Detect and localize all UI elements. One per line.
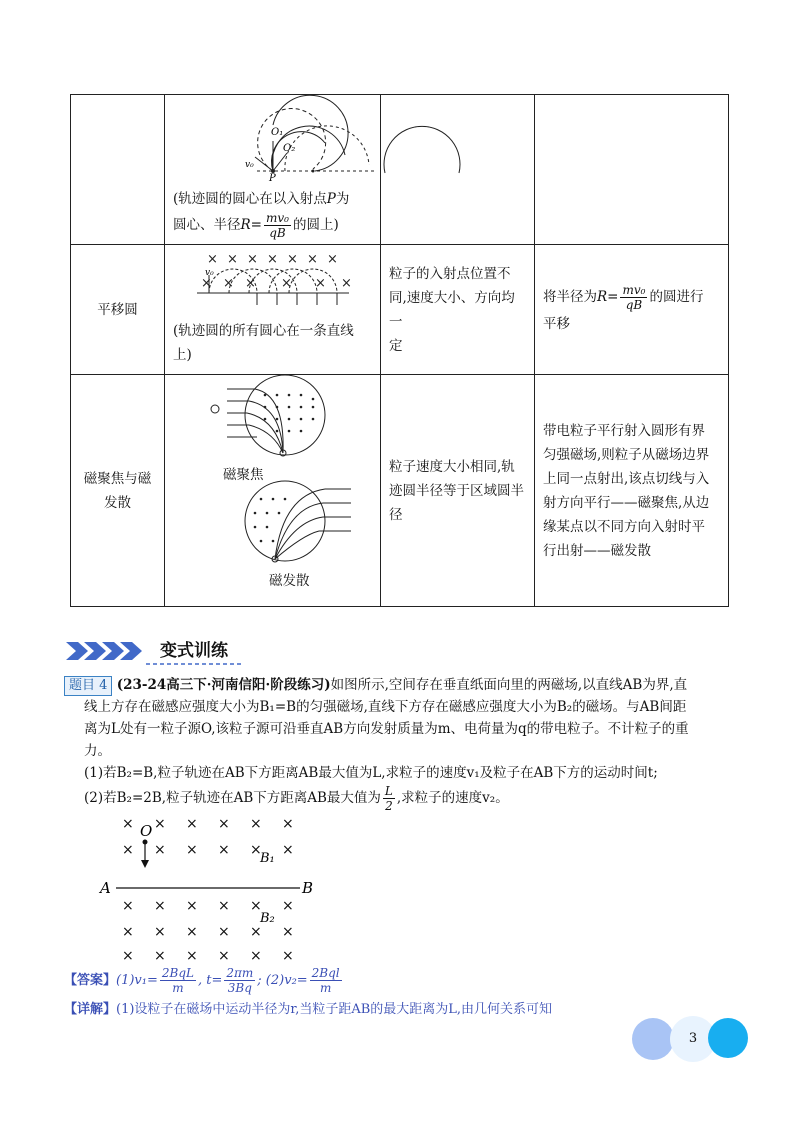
svg-text:×: × [218, 948, 230, 964]
cell-figure-focus [165, 375, 381, 607]
cell-condition [381, 245, 535, 375]
svg-text:×: × [207, 252, 218, 267]
svg-text:×: × [315, 276, 326, 291]
cell-method [535, 245, 729, 375]
answer-part2: ; (2)v₂= [257, 973, 308, 988]
svg-text:×: × [287, 252, 298, 267]
condition-text: 粒子速度大小相同,轨 [389, 458, 515, 475]
section-title: 变式训练 [160, 641, 228, 661]
label-b1: B₁ [260, 851, 275, 866]
svg-text:×: × [186, 948, 198, 964]
svg-text:×: × [186, 898, 198, 914]
cell-condition [381, 375, 535, 607]
caption-text: (轨迹圆的圆心在以入射点 [173, 191, 327, 207]
svg-text:×: × [122, 948, 134, 964]
svg-text:×: × [201, 276, 212, 291]
svg-text:×: × [223, 276, 234, 291]
question-stem: 离为L处有一粒子源O,该粒子源可沿垂直AB方向发射质量为m、电荷量为q的带电粒子。不计粒子的重 [84, 721, 689, 737]
label-b: B [302, 879, 314, 897]
row-name: 发散 [104, 494, 131, 511]
svg-text:×: × [218, 842, 230, 858]
label-p: P [269, 173, 276, 184]
svg-text:×: × [250, 948, 262, 964]
magnetic-field-figure [96, 812, 326, 968]
method-lines [535, 419, 728, 563]
cell-figure-rotating [165, 95, 381, 245]
question-number: 4 [99, 678, 108, 693]
method-text: 缘某点以不同方向入射时平 [543, 518, 705, 535]
svg-text:×: × [154, 816, 166, 832]
condition-text: 迹圆半径等于区域圆半 [389, 482, 524, 499]
table-row [71, 95, 729, 245]
diverge-caption: 磁发散 [269, 573, 310, 589]
question-stem: 如图所示,空间存在垂直纸面向里的两磁场,以直线AB为界,直 [330, 677, 688, 693]
focus-caption: 磁聚焦 [223, 467, 264, 483]
question-block [64, 674, 744, 813]
fraction: $\frac{\text{2BqL}}{m}$ [161, 966, 194, 995]
svg-text:×: × [327, 252, 338, 267]
method-text: 行出射——磁发散 [543, 542, 651, 559]
label-v0: v₀ [245, 160, 254, 170]
label-o1: O₁ [271, 127, 284, 138]
svg-text:×: × [218, 924, 230, 940]
cell-method [535, 95, 729, 245]
cell-method [535, 375, 729, 607]
answer-comma: , t= [198, 973, 223, 988]
method-text: 的圆进行 [649, 289, 704, 305]
row1-caption [165, 187, 389, 240]
method-text: 上同一点射出,该点切线与入 [543, 470, 710, 487]
svg-text:×: × [341, 276, 352, 291]
page-badge-dark [708, 1018, 748, 1058]
page-badge-light [632, 1018, 674, 1060]
question-part2: (2)若B₂=2B,粒子轨迹在AB下方距离AB最大值为 [84, 790, 381, 806]
caption-r: R [240, 217, 251, 233]
label-b2: B₂ [260, 911, 275, 926]
answer-label: 【答案】 [64, 973, 117, 988]
caption-p: P [326, 191, 336, 207]
svg-text:×: × [245, 276, 256, 291]
svg-text:×: × [250, 924, 262, 940]
fraction: $\frac{\text{mv₀}}{qB}$ [265, 211, 289, 240]
svg-text:×: × [154, 924, 166, 940]
svg-text:×: × [282, 842, 294, 858]
svg-text:×: × [186, 842, 198, 858]
method-text: 带电粒子平行射入圆形有界 [543, 422, 705, 439]
method-text: 将半径为 [543, 289, 597, 305]
svg-text:×: × [154, 898, 166, 914]
page-number: 3 [670, 1016, 716, 1062]
svg-text:×: × [307, 252, 318, 267]
svg-text:×: × [250, 898, 262, 914]
cell-figure-translating [165, 245, 381, 375]
fraction: $\frac{\text{2Bql}}{m}$ [311, 966, 340, 995]
svg-text:×: × [122, 816, 134, 832]
comparison-table [70, 94, 729, 607]
svg-text:×: × [186, 816, 198, 832]
svg-text:×: × [267, 252, 278, 267]
caption-text: 的圆上) [292, 217, 339, 233]
caption-text: 圆心、半径 [173, 217, 241, 233]
explain-line [64, 1000, 552, 1020]
explain-text: (1)设粒子在磁场中运动半径为r,当粒子距AB的最大距离为L,由几何关系可知 [116, 1002, 553, 1017]
question-source: (23-24高三下·河南信阳·阶段练习) [116, 677, 331, 693]
condition-text: 粒子的入射点位置不 [389, 265, 511, 282]
question-tag: 题目 4 [64, 676, 112, 696]
caption-text: 为 [335, 191, 350, 207]
question-part1: (1)若B₂=B,粒子轨迹在AB下方距离AB最大值为L,求粒子的速度v₁及粒子在AB下方的运动时间t; [84, 765, 658, 781]
svg-text:×: × [250, 816, 262, 832]
label-o: O [140, 822, 153, 840]
method-text: 匀强磁场,则粒子从磁场边界 [543, 446, 710, 463]
svg-text:×: × [218, 898, 230, 914]
rotating-circles-diagram [165, 95, 381, 184]
fraction: $\frac{\text{mv₀}}{qB}$ [622, 283, 646, 312]
svg-text:×: × [154, 842, 166, 858]
translating-circles-figure [165, 245, 381, 309]
question-stem: 力。 [84, 743, 111, 759]
cell-name [71, 245, 165, 375]
caption-text: (轨迹圆的所有圆心在一条直线 [173, 323, 354, 339]
svg-text:×: × [250, 842, 262, 858]
svg-text:×: × [247, 252, 258, 267]
svg-text:×: × [227, 252, 238, 267]
row2-caption [165, 319, 389, 367]
method-r: R [597, 289, 608, 305]
table-row [71, 245, 729, 375]
row-name: 平移圆 [97, 301, 138, 318]
svg-text:×: × [186, 924, 198, 940]
method-eq: = [607, 289, 619, 305]
cell-name [71, 375, 165, 607]
svg-text:×: × [122, 842, 134, 858]
table-row [71, 375, 729, 607]
svg-text:×: × [282, 924, 294, 940]
svg-text:×: × [282, 816, 294, 832]
caption-text: 上) [173, 347, 192, 363]
svg-text:×: × [282, 898, 294, 914]
svg-text:×: × [218, 816, 230, 832]
svg-text:×: × [154, 948, 166, 964]
label-a: A [100, 879, 111, 897]
answer-part1: (1)v₁= [116, 973, 158, 988]
method-text: 射方向平行——磁聚焦,从边 [543, 494, 710, 511]
condition-text: 定 [389, 337, 403, 354]
svg-text:×: × [122, 924, 134, 940]
fraction: $\frac{2\pi m}{3Bq}$ [226, 966, 254, 995]
label-v0: v₀ [205, 268, 214, 278]
cell-condition [381, 95, 535, 245]
svg-text:×: × [282, 948, 294, 964]
label-o2: O₂ [283, 143, 296, 154]
method-text: 平移 [543, 316, 570, 332]
svg-text:×: × [281, 276, 292, 291]
svg-text:×: × [122, 898, 134, 914]
explain-label: 【详解】 [64, 1002, 117, 1017]
answer-line [64, 966, 344, 996]
fraction: $\frac{L}{2}$ [384, 784, 393, 813]
condition-text: 径 [389, 506, 403, 523]
caption-eq: = [250, 217, 262, 233]
question-part2: ,求粒子的速度v₂。 [396, 790, 509, 806]
row-name: 磁聚焦与磁 [83, 470, 152, 487]
condition-text: 同,速度大小、方向均一 [389, 289, 515, 330]
cell-name [71, 95, 165, 245]
question-stem: 线上方存在磁感应强度大小为B₁=B的匀强磁场,直线下方存在磁感应强度大小为B₂的磁场。与AB间距 [84, 699, 687, 715]
